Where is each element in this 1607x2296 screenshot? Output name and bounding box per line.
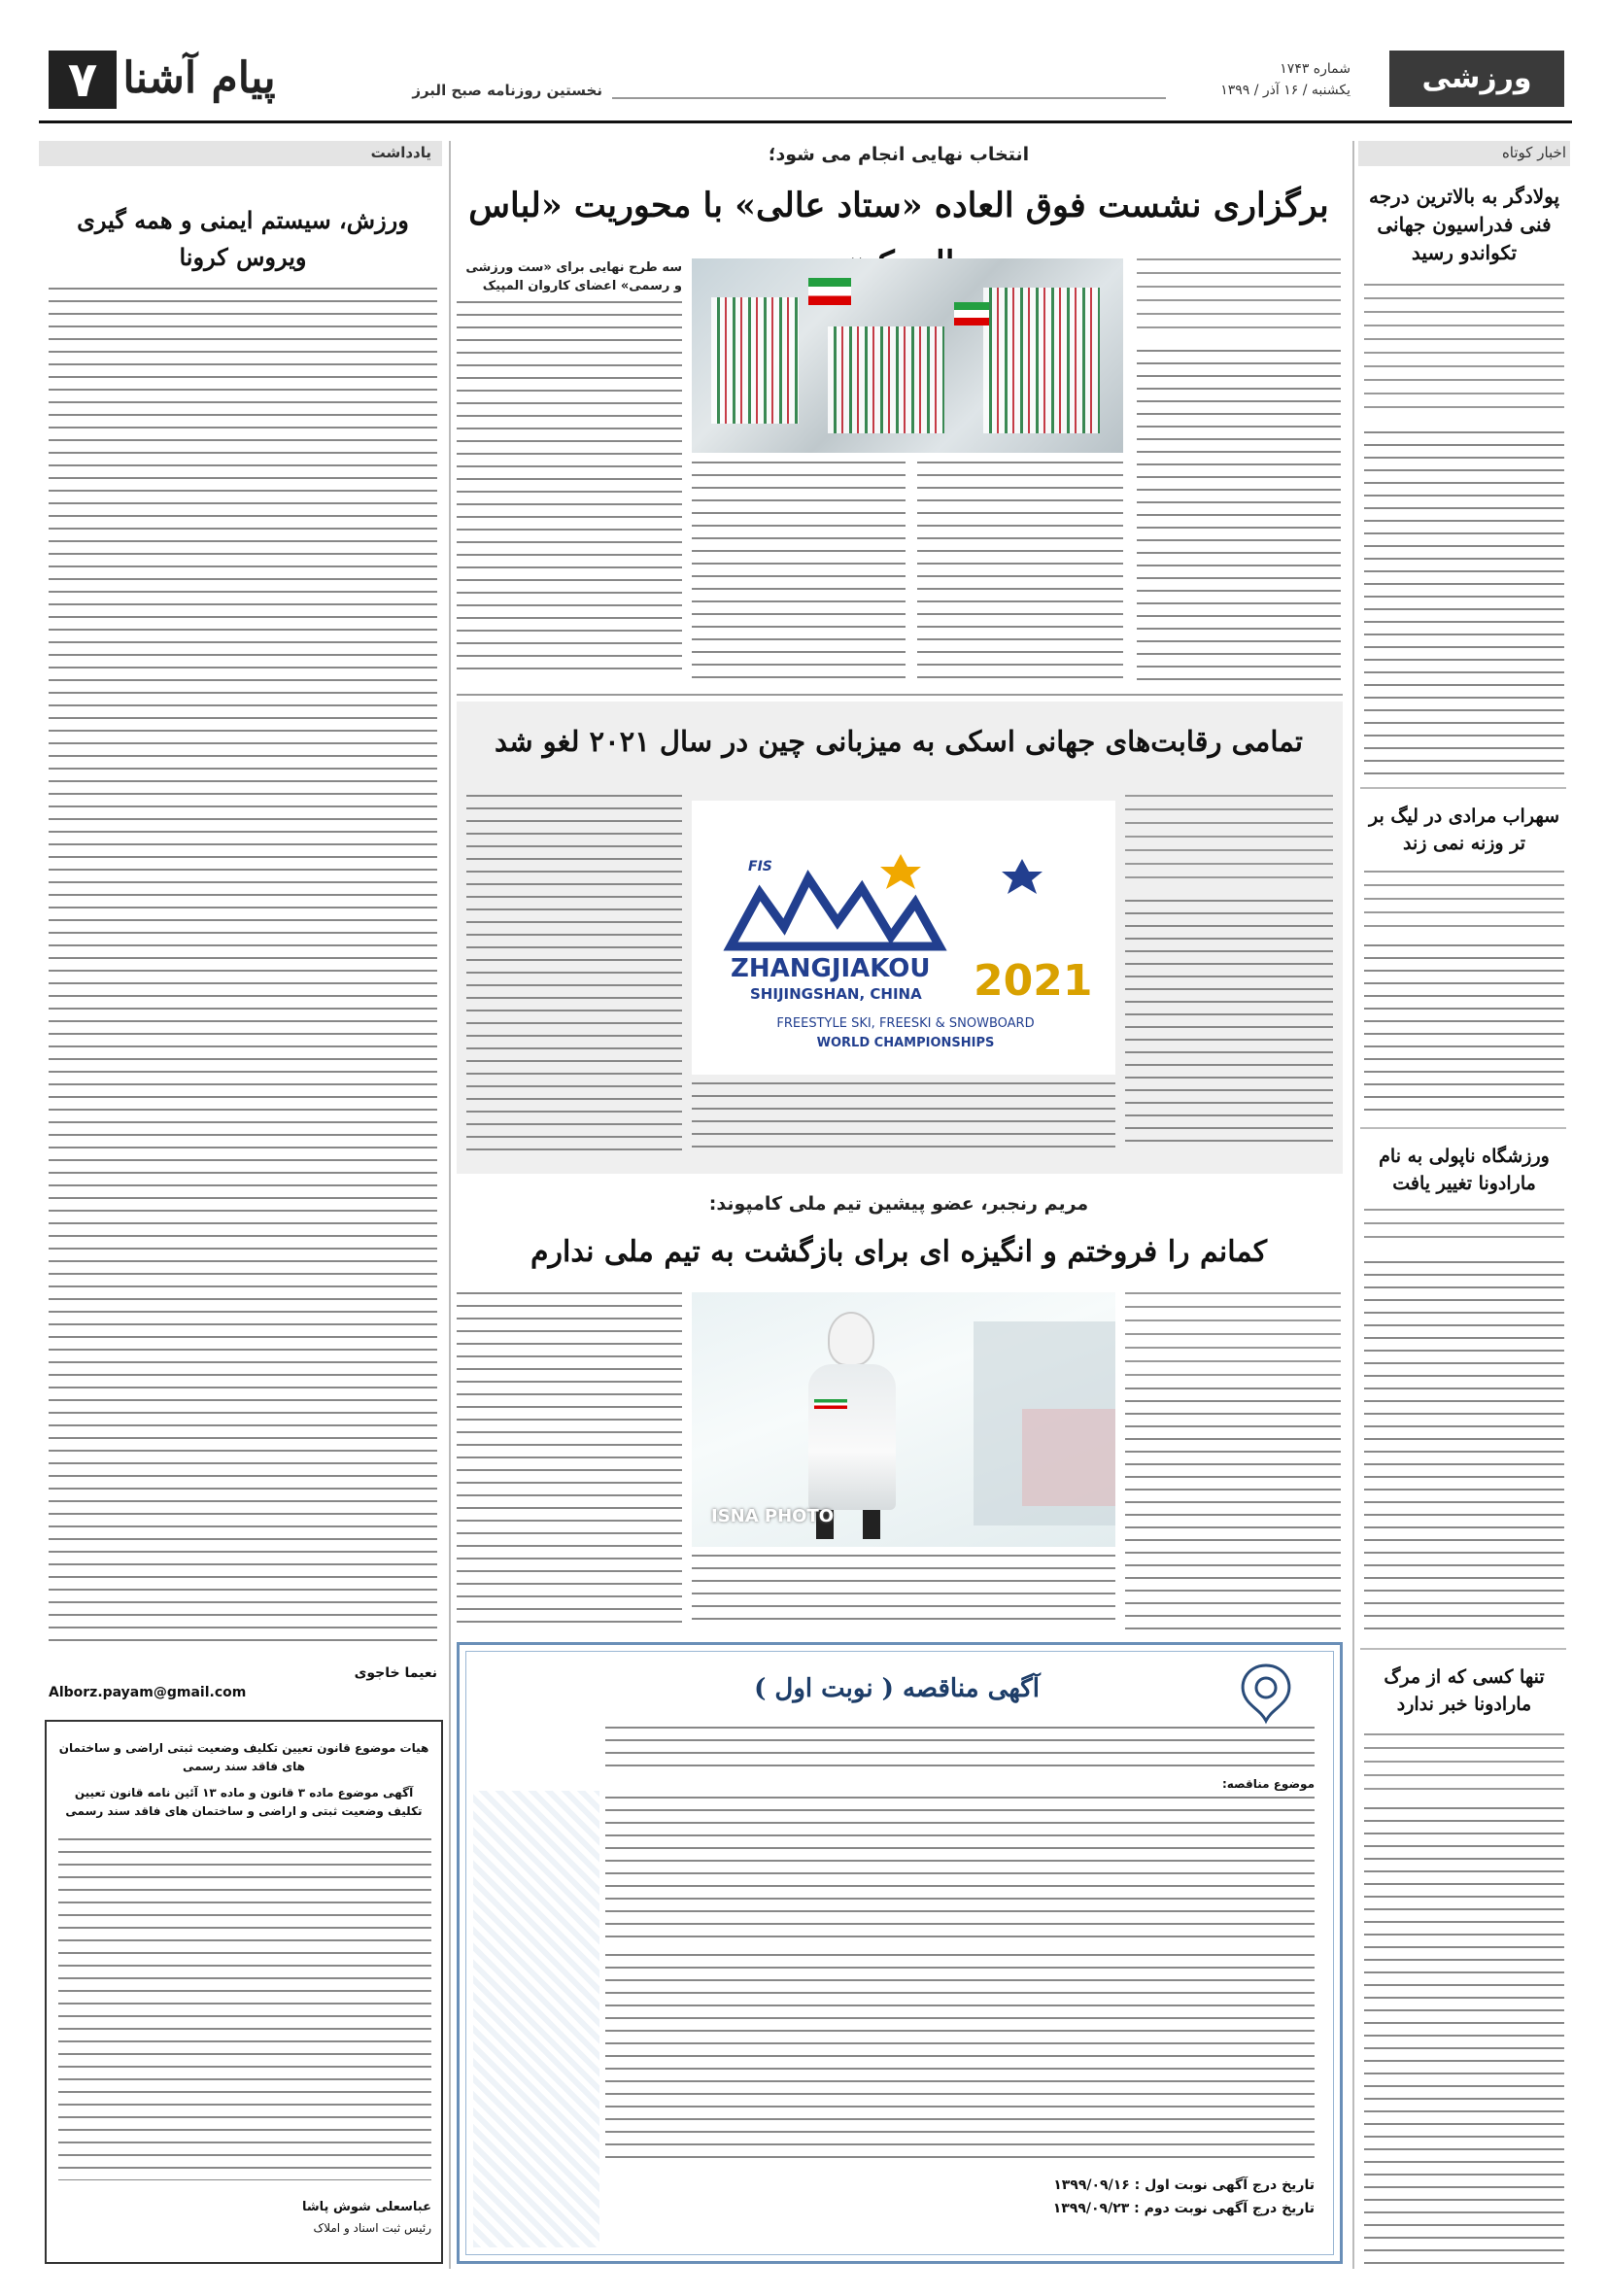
short-news-lead [1364, 871, 1564, 929]
snowflake-icon [880, 854, 921, 889]
mountain-icon [731, 878, 940, 946]
header-divider [612, 97, 1166, 99]
notice-signer: عباسعلی شوش پاشا [301, 2200, 431, 2214]
column-author: نعیما خاجوی [354, 1665, 437, 1681]
short-news-lead [1364, 284, 1564, 418]
article-kicker: انتخاب نهایی انجام می شود؛ [768, 144, 1030, 165]
issue-date: یکشنبه / ۱۶ آذر / ۱۳۹۹ [1220, 83, 1351, 98]
logo-year: 2021 [974, 956, 1093, 1006]
header-rule [39, 120, 1572, 123]
fis-label: FIS [748, 859, 772, 874]
newspaper-tagline: نخستین روزنامه صبح البرز [412, 82, 602, 99]
iran-flag-icon [814, 1399, 847, 1409]
athlete-head [828, 1312, 874, 1366]
team-members-graphic [711, 297, 799, 424]
archery-headline: کمانم را فروختم و انگیزه ای برای بازگشت به تیم ملی ندارم [530, 1235, 1268, 1269]
issue-info [1176, 58, 1351, 101]
ad-date-1: تاریخ درج آگهی نوبت اول : ۱۳۹۹/۰۹/۱۶ [1053, 2177, 1315, 2193]
short-news-lead [1364, 1209, 1564, 1248]
sidebar-label: اخبار کوتاه [1501, 144, 1566, 161]
sidebar-separator [1360, 1127, 1566, 1129]
short-news-body [1364, 1261, 1564, 1634]
short-news-title: ورزشگاه ناپولی به نام مارادونا تغییر یافت [1379, 1146, 1550, 1194]
ski-body-col1 [1125, 900, 1333, 1152]
short-news-title: تنها کسی که از مرگ مارادونا خبر ندارد [1384, 1666, 1545, 1715]
sidebar-separator [1360, 787, 1566, 789]
ad-title: آگهی مناقصه ( نوبت اول ) [754, 1674, 1040, 1703]
section-label: ورزشی [1389, 51, 1564, 107]
article-lead [1137, 258, 1341, 340]
article-body-col4 [457, 301, 682, 680]
newspaper-logo: پیام آشنا [122, 53, 276, 103]
team-members-graphic [983, 288, 1100, 433]
short-news-lead [1364, 1733, 1564, 1792]
archery-body-col1 [1125, 1388, 1341, 1630]
article-sub-lead: سه طرح نهایی برای «ست ورزشی و رسمی» اعضای کاروان المپیک [465, 260, 682, 293]
ad-date-2: تاریخ درج آگهی نوبت دوم : ۱۳۹۹/۰۹/۲۳ [1052, 2201, 1315, 2216]
column-title: ورزش، سیستم ایمنی و همه گیری ویروس کرونا [77, 206, 409, 271]
ski-body-col2 [692, 1082, 1115, 1152]
logo-desc: WORLD CHAMPIONSHIPS [816, 1036, 995, 1050]
ad-decoration [473, 1791, 599, 2247]
notice-heading: هیات موضوع قانون تعیین تکلیف وضعیت ثبتی اراضی و ساختمان های فاقد سند رسمی [58, 1741, 429, 1773]
ski-lead [1125, 795, 1333, 888]
column-email: Alborz.payam@gmail.com [49, 1685, 247, 1700]
athlete-body [808, 1364, 896, 1510]
short-news-title: پولادگر به بالاترین درجه فنی فدراسیون جهانی تکواندو رسید [1368, 185, 1560, 264]
sidebar-divider [1352, 141, 1354, 2269]
short-news-body [1364, 944, 1564, 1115]
snowflake-icon [1002, 859, 1043, 894]
short-news-body [1364, 431, 1564, 781]
iran-flag-icon [954, 302, 989, 326]
ski-headline: تمامی رقابت‌های جهانی اسکی به میزبانی چین در سال ۲۰۲۱ لغو شد [494, 725, 1303, 758]
logo-desc: FREESTYLE SKI, FREESKI & SNOWBOARD [776, 1016, 1035, 1031]
logo-venue: SHIJINGSHAN, CHINA [750, 985, 922, 1003]
page-number: ۷ [49, 51, 117, 109]
ad-intro [605, 1727, 1315, 1769]
background-flag [1022, 1409, 1115, 1506]
archery-body-col3 [457, 1292, 682, 1630]
notice-subheading: آگهی موضوع ماده ۳ قانون و ماده ۱۳ آئین نامه قانون تعیین تکلیف وضعیت ثبتی و اراضی و ساختمان های فاقد سند رسمی [65, 1786, 423, 1818]
ski-body-col3 [466, 795, 682, 1152]
team-members-graphic [828, 326, 944, 433]
tender-ad [457, 1642, 1343, 2264]
archery-lead [1125, 1292, 1341, 1378]
column-body [49, 288, 437, 1648]
ski-championship-logo [692, 801, 1115, 1075]
athlete-leg [863, 1510, 880, 1539]
archery-body-col2 [692, 1555, 1115, 1630]
ad-items [605, 1797, 1315, 1944]
article-body-col2 [917, 462, 1123, 680]
short-news-body [1364, 1807, 1564, 2264]
emblem-icon [1227, 1661, 1305, 1729]
olympic-parade-photo [692, 258, 1123, 453]
column-divider [449, 141, 451, 2269]
ad-subject: موضوع مناقصه: [1221, 1777, 1315, 1791]
archery-kicker: مریم رنجبر، عضو پیشین تیم ملی کامپوند: [708, 1193, 1089, 1215]
column-label: یادداشت [370, 144, 431, 161]
archer-photo [692, 1292, 1115, 1547]
photo-credit: ISNA PHOTO [711, 1506, 835, 1526]
short-news-title: سهراب مرادی در لیگ بر تر وزنه نمی زند [1369, 805, 1559, 854]
article-headline: برگزاری نشست فوق العاده «ستاد عالی» با محوریت «لباس [468, 186, 1329, 225]
municipality-logo [1227, 1661, 1305, 1729]
sidebar-separator [1360, 1648, 1566, 1650]
official-notice [45, 1720, 443, 2264]
notice-signer-title: رئیس ثبت اسناد و املاک [313, 2221, 431, 2235]
article-separator [457, 694, 1343, 696]
notice-body [58, 1838, 431, 2180]
ad-conditions [605, 1954, 1315, 2158]
logo-city: ZHANGJIAKOU [731, 954, 931, 983]
article-body-col3 [692, 462, 906, 680]
ski-logo-graphic [692, 801, 1115, 1075]
issue-number: شماره ۱۷۴۳ [1280, 61, 1351, 77]
article-body-col1 [1137, 350, 1341, 680]
iran-flag-icon [808, 278, 851, 305]
